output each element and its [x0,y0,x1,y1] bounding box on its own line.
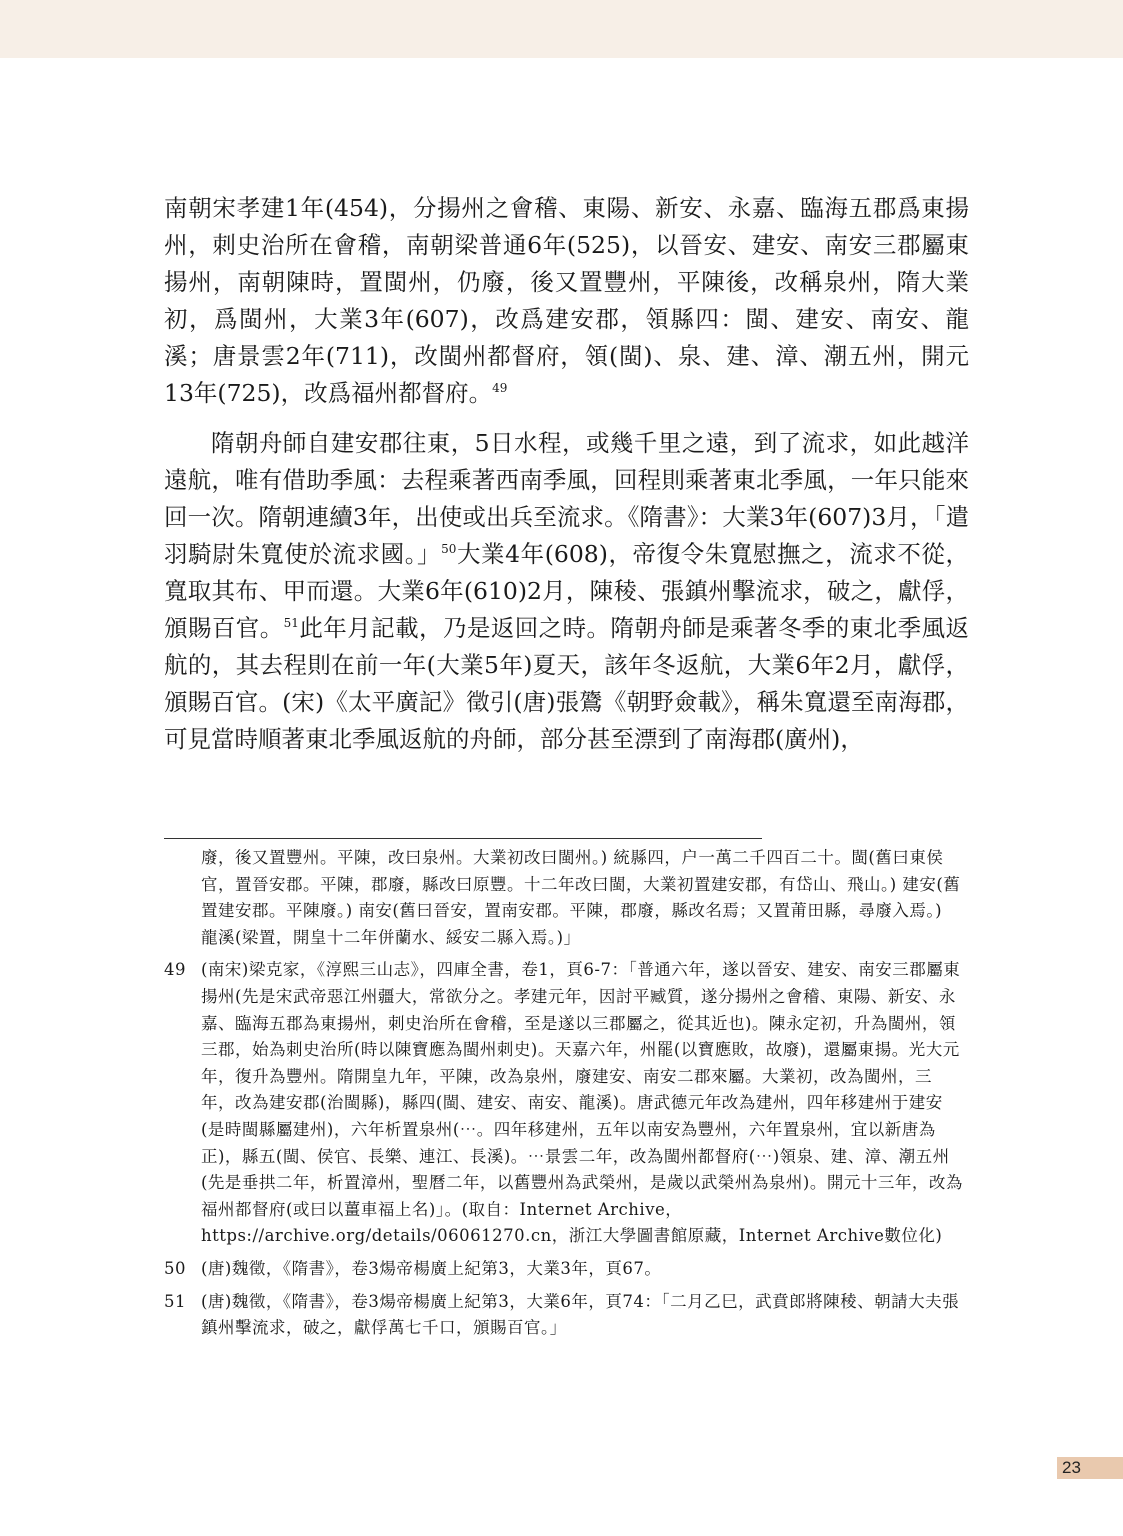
top-band [0,0,1123,58]
footnote-number: 51 [164,1291,186,1311]
footnote-50 [164,1256,964,1283]
footnote-51 [164,1289,964,1342]
footnote-ref[interactable]: 49 [492,381,508,395]
footnote-text: (唐)魏徵，《隋書》，卷3煬帝楊廣上紀第3，大業3年，頁67。 [201,1258,662,1278]
footnote-text: (南宋)梁克家，《淳熙三山志》，四庫全書，卷1，頁6-7：「普通六年，遂以晉安、建安、南安三郡屬東揚州(先是宋武帝惡江州疆大，常欲分之。孝建元年，因討平臧質，遂分揚州之會稽、東陽、新安、永嘉、臨海五郡為東揚州，刺史治所在會稽，至是遂以三郡屬之，從其近也)。陳永定初，升為閩州，領三郡，始為刺史治所(時以陳寶應為閩州刺史)。天嘉六年，州罷(以寶應敗，故廢)，還屬東揚。光大元年，復升為豐州。隋開皇九年，平陳，改為泉州，廢建安、南安二郡來屬。大業初，改為閩州，三年，改為建安郡(治閩縣)，縣四(閩、建安、南安、龍溪)。唐武德元年改為建州，四年移建州于建安(是時閩縣屬建州)，六年析置泉州(⋯。四年移建州，五年以南安為豐州，六年置泉州，宜以新唐為正)，縣五(閩、侯官、長樂、連江、長溪)。⋯景雲二年，改為閩州都督府(⋯)領泉、建、漳、潮五州(先是垂拱二年，析置漳州，聖曆二年，以舊豐州為武榮州，是歲以武榮州為泉州)。開元十三年，改為福州都督府(或曰以薑車福上名)」。(取自：Internet Archive，https://archive.org/details/06061270.cn，浙江大學圖書館原藏，Internet Archive數位化) [201,960,963,1246]
footnote-text: (唐)魏徵，《隋書》，卷3煬帝楊廣上紀第3，大業6年，頁74：「二月乙巳，武賁郎將陳稜、朝請大夫張鎮州擊流求，破之，獻俘萬七千口，頒賜百官。」 [201,1291,960,1338]
paragraph-text: 隋朝舟師自建安郡往東，5日水程，或幾千里之遠，到了流求，如此越洋遠航，唯有借助季風：去程乘著西南季風，回程則乘著東北季風，一年只能來回一次。隋朝連續3年，出使或出兵至流求。《隋書》：大業3年(607)3月，「遣羽騎尉朱寬使於流求國。」 [164,429,969,568]
footnotes [164,845,964,1348]
page-number: 23 [1062,1458,1081,1477]
paragraph-text: 此年月記載，乃是返回之時。隋朝舟師是乘著冬季的東北季風返航的，其去程則在前一年(大業5年)夏天，該年冬返航，大業6年2月，獻俘，頒賜百官。(宋)《太平廣記》徵引(唐)張鷟《朝野僉載》，稱朱寬還至南海郡，可見當時順著東北季風返航的舟師，部分甚至漂到了南海郡(廣州)， [164,614,970,753]
footnote-ref[interactable]: 50 [441,542,457,556]
paragraph-text: 大業4年(608)，帝復令朱寬慰撫之，流求不從，寬取其布、甲而還。大業6年(610)2月，陳稜、張鎮州擊流求，破之，獻俘，頒賜百官。 [164,540,969,642]
paragraph-1 [164,190,969,412]
footnote-number: 50 [164,1258,186,1278]
footnote-49 [164,957,964,1250]
footnote-divider [164,838,762,839]
footnote-number: 49 [164,960,186,980]
main-text [164,190,969,771]
footnote-ref[interactable]: 51 [283,616,299,630]
footnote-text: 廢，後又置豐州。平陳，改曰泉州。大業初改曰閩州。) 統縣四，户一萬二千四百二十。閩(舊曰東侯官，置晉安郡。平陳，郡廢，縣改曰原豐。十二年改曰閩，大業初置建安郡，有岱山、飛山。) 建安(舊置建安郡。平陳廢。) 南安(舊曰晉安，置南安郡。平陳，郡廢，縣改名焉；又置莆田縣，尋廢入焉。) 龍溪(梁置，開皇十二年併蘭水、綏安二縣入焉。)」 [201,848,961,947]
paragraph-2 [164,425,969,758]
footnote-continuation [164,845,964,951]
paragraph-text: 南朝宋孝建1年(454)，分揚州之會稽、東陽、新安、永嘉、臨海五郡爲東揚州，刺史治所在會稽，南朝梁普通6年(525)，以晉安、建安、南安三郡屬東揚州，南朝陳時，置閩州，仍廢，後又置豐州，平陳後，改稱泉州，隋大業初，爲閩州，大業3年(607)，改爲建安郡，領縣四：閩、建安、南安、龍溪；唐景雲2年(711)，改閩州都督府，領(閩)、泉、建、漳、潮五州，開元13年(725)，改爲福州都督府。 [164,194,969,407]
